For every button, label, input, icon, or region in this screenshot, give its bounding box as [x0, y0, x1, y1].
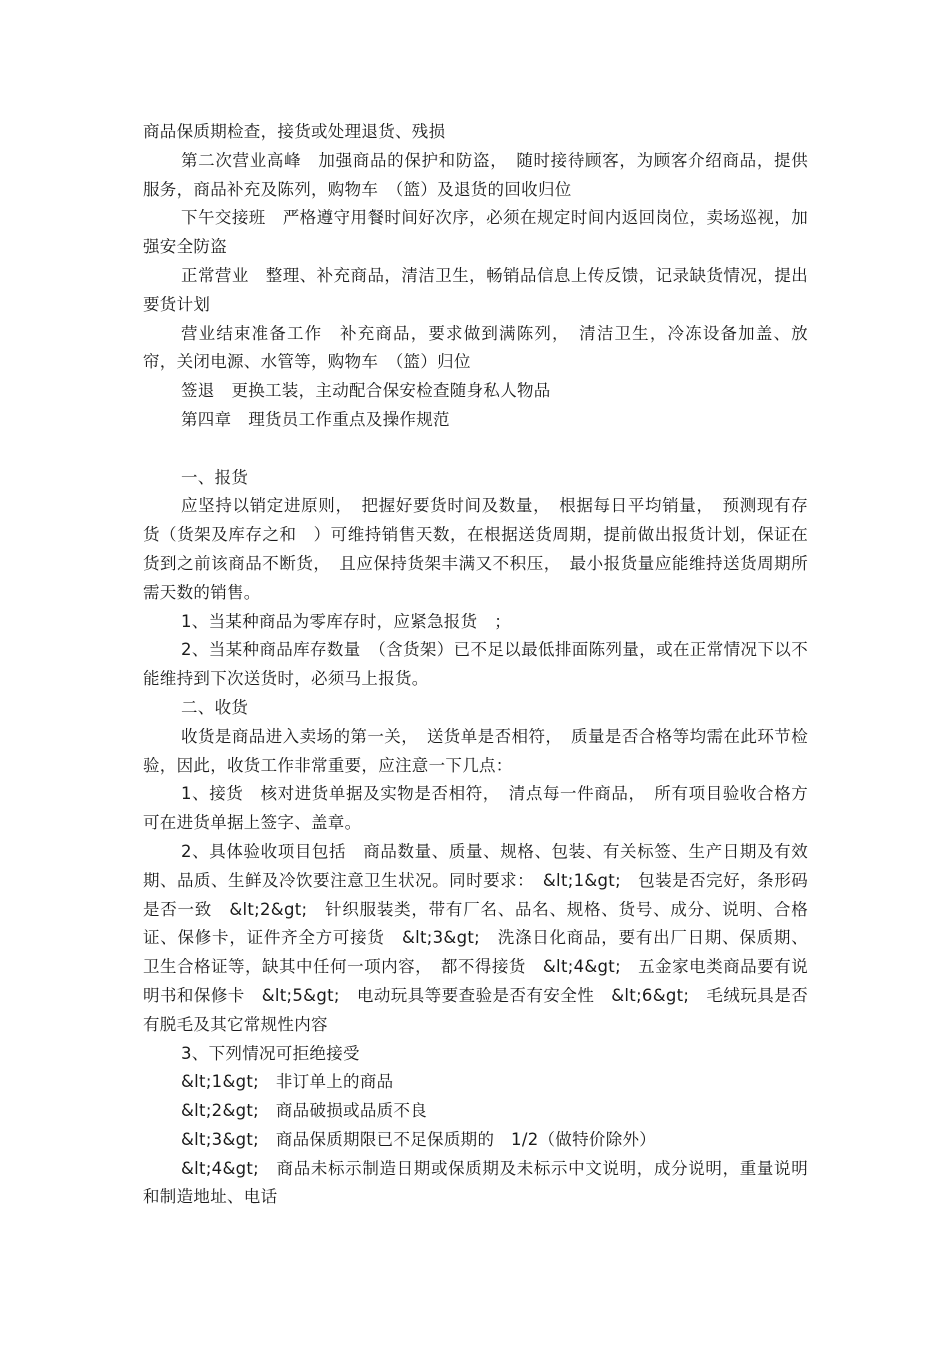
list-item: 2、具体验收项目包括 商品数量、质量、规格、包装、有关标签、生产日期及有效期、品质、生鲜及冷饮要注意卫生状况。同时要求： &lt;1&gt; 包装是否完好，条形码是否一致 &lt;2&gt; 针织服装类，带有厂名、品名、规格、货号、成分、说明、合格证、保修卡，证件齐全方可接货 &lt;3&gt; 洗涤日化商品，要有出厂日期、保质期、卫生合格证等，缺其中任何一项内容， 都不得接货 &lt;4&gt; 五金家电类商品要有说明书和保修卡 &lt;5&gt; 电动玩具等要查验是否有安全性 &lt;6&gt; 毛绒玩具是否有脱毛及其它常规性内容: [143, 841, 808, 1034]
paragraph-text: 营业结束准备工作 补充商品，要求做到满陈列， 清洁卫生，冷冻设备加盖、放帘，关闭电源、水管等，购物车 （篮）归位: [143, 323, 808, 372]
list-item: 3、下列情况可拒绝接受: [181, 1043, 360, 1063]
paragraph-text: 下午交接班 严格遵守用餐时间好次序，必须在规定时间内返回岗位，卖场巡视，加强安全防盗: [143, 208, 808, 257]
list-item: 1、当某种商品为零库存时，应紧急报货 ；: [181, 611, 511, 631]
paragraph-text: 收货是商品进入卖场的第一关， 送货单是否相符， 质量是否合格等均需在此环节检验，因此，收货工作非常重要，应注意一下几点：: [143, 726, 808, 775]
list-item: 1、接货 核对进货单据及实物是否相符， 清点每一件商品， 所有项目验收合格方可在进货单据上签字、盖章。: [143, 784, 808, 833]
paragraph-text: 应坚持以销定进原则， 把握好要货时间及数量， 根据每日平均销量， 预测现有存货（货架及库存之和 ）可维持销售天数，在根据送货周期，提前做出报货计划，保证在货到之前该商品不断货， 且应保持货架丰满又不积压， 最小报货量应能维持送货周期所需天数的销售。: [143, 496, 808, 602]
sub-list-item: &lt;2&gt; 商品破损或品质不良: [181, 1101, 428, 1121]
document-body: [143, 118, 808, 1212]
section-heading: 一、报货: [181, 467, 249, 487]
sub-list-item: &lt;1&gt; 非订单上的商品: [181, 1072, 394, 1092]
list-item: 2、当某种商品库存数量 （含货架）已不足以最低排面陈列量，或在正常情况下以不能维持到下次送货时，必须马上报货。: [143, 640, 808, 689]
chapter-heading: 第四章 理货员工作重点及操作规范: [181, 409, 450, 429]
sub-list-item: &lt;3&gt; 商品保质期限已不足保质期的 1/2（做特价除外）: [181, 1129, 657, 1149]
paragraph-text: 签退 更换工装，主动配合保安检查随身私人物品: [181, 381, 551, 401]
paragraph-text: 第二次营业高峰 加强商品的保护和防盗， 随时接待顾客，为顾客介绍商品，提供服务，商品补充及陈列，购物车 （篮）及退货的回收归位: [143, 150, 808, 199]
blank-line: [143, 435, 808, 464]
paragraph-text: 正常营业 整理、补充商品，清洁卫生，畅销品信息上传反馈，记录缺货情况，提出要货计划: [143, 265, 808, 314]
paragraph-text: 商品保质期检查，接货或处理退货、残损: [143, 122, 446, 141]
section-heading: 二、收货: [181, 697, 249, 717]
sub-list-item: &lt;4&gt; 商品未标示制造日期或保质期及未标示中文说明，成分说明，重量说明和制造地址、电话: [143, 1158, 808, 1207]
